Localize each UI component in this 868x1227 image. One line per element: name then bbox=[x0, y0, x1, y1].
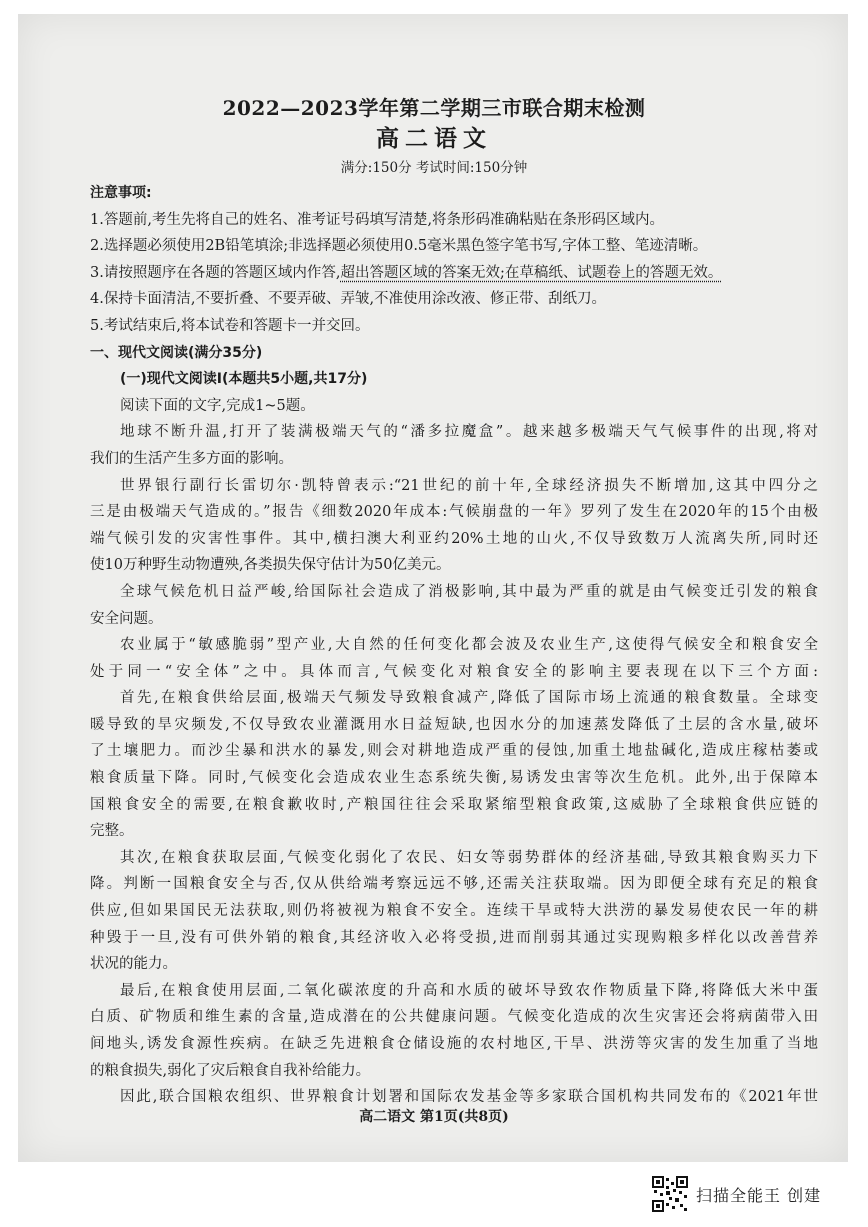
passage-line: 种毁于一旦,没有可供外销的粮食,其经济收入必将受损,进而削弱其通过实现购粮多样化以改善营养 bbox=[90, 929, 818, 946]
passage-line: 间地头,诱发食源性疾病。在缺乏先进粮食仓储设施的农村地区,干旱、洪涝等灾害的发生加重了当地 bbox=[90, 1036, 818, 1052]
scanner-watermark bbox=[652, 1176, 821, 1212]
notice-heading: 注意事项: bbox=[90, 185, 152, 201]
passage-line: 地球不断升温,打开了装满极端天气的“潘多拉魔盒”。越来越多极端天气气候事件的出现,将对 bbox=[120, 424, 818, 441]
page-footer: 高二语文 第1页(共8页) bbox=[359, 1109, 509, 1125]
notice-item bbox=[90, 260, 818, 287]
notice-item: 2.选择题必须使用2B铅笔填涂;非选择题必须使用0.5毫米黑色签字笔书写,字体工整、笔迹清晰。 bbox=[90, 238, 708, 255]
passage-line: 安全问题。 bbox=[90, 610, 163, 627]
passage-line: 处于同一“安全体”之中。具体而言,气候变化对粮食安全的影响主要表现在以下三个方面: bbox=[90, 663, 818, 680]
passage-line: 暖导致的旱灾频发,不仅导致农业灌溉用水日益短缺,也因水分的加速蒸发降低了土层的含水量,破坏 bbox=[90, 716, 818, 733]
passage-line: 端气候引发的灾害性事件。其中,横扫澳大利亚约20%土地的山火,不仅导致数万人流离失所,同时还 bbox=[90, 530, 818, 547]
exam-title: 2022—2023学年第二学期三市联合期末检测 bbox=[222, 96, 646, 120]
passage-line: 粮食质量下降。同时,气候变化会造成农业生态系统失衡,易诱发虫害等次生危机。此外,出于保障本 bbox=[90, 770, 818, 787]
reading-instruction: 阅读下面的文字,完成1~5题。 bbox=[120, 397, 315, 414]
subject-title: 高二语文 bbox=[376, 125, 492, 152]
passage-line: 世界银行副行长雷切尔·凯特曾表示:“21世纪的前十年,全球经济损失不断增加,这其中四分之 bbox=[120, 477, 818, 494]
passage-line: 供应,但如果国民无法获取,则仍将被视为粮食不安全。连续干旱或特大洪涝的暴发易使农民一年的耕 bbox=[90, 903, 818, 920]
passage-line: 状况的能力。 bbox=[90, 956, 177, 973]
passage-line: 农业属于“敏感脆弱”型产业,大自然的任何变化都会波及农业生产,这使得气候安全和粮食安全 bbox=[120, 637, 818, 654]
passage-line: 使10万种野生动物遭殃,各类损失保守估计为50亿美元。 bbox=[90, 557, 451, 574]
exam-meta: 满分:150分 考试时间:150分钟 bbox=[340, 160, 528, 176]
passage-line: 完整。 bbox=[90, 823, 134, 840]
notice-item-3-text: 3.请按照题序在各题的答题区域内作答, bbox=[90, 264, 341, 281]
passage-line: 最后,在粮食使用层面,二氧化碳浓度的升高和水质的破坏导致农作物质量下降,将降低大米中蛋 bbox=[120, 982, 818, 999]
qr-code-icon bbox=[652, 1176, 688, 1212]
notice-item: 5.考试结束后,将本试卷和答题卡一并交回。 bbox=[90, 317, 370, 334]
passage-line: 的粮食损失,弱化了灾后粮食自我补给能力。 bbox=[90, 1062, 371, 1079]
passage-line: 白质、矿物质和维生素的含量,造成潜在的公共健康问题。气候变化造成的次生灾害还会将病菌带入田 bbox=[90, 1009, 818, 1026]
passage-line: 了土壤肥力。而沙尘暴和洪水的暴发,则会对耕地造成严重的侵蚀,加重土地盐碱化,造成庄稼枯萎或 bbox=[90, 743, 818, 760]
passage-line: 国粮食安全的需要,在粮食歉收时,产粮国往往会采取紧缩型粮食政策,这威胁了全球粮食供应链的 bbox=[90, 796, 818, 813]
passage-line: 三是由极端天气造成的。”报告《细数2020年成本:气候崩盘的一年》罗列了发生在2020年的15个由极 bbox=[90, 504, 818, 521]
exam-content bbox=[90, 180, 818, 1111]
subsection-heading: (一)现代文阅读Ⅰ(本题共5小题,共17分) bbox=[120, 371, 368, 388]
passage-line: 降。判断一国粮食安全与否,仅从供给端考察远远不够,还需关注获取端。因为即便全球有充足的粮食 bbox=[90, 876, 818, 893]
passage-line: 全球气候危机日益严峻,给国际社会造成了消极影响,其中最为严重的就是由气候变迁引发的粮食 bbox=[120, 583, 818, 600]
passage-line: 其次,在粮食获取层面,气候变化弱化了农民、妇女等弱势群体的经济基础,导致其粮食购买力下 bbox=[120, 849, 818, 866]
passage-line: 首先,在粮食供给层面,极端天气频发导致粮食减产,降低了国际市场上流通的粮食数量。全球变 bbox=[120, 690, 818, 707]
notice-item-3-emphasis: 超出答题区域的答案无效;在草稿纸、试题卷上的答题无效。 bbox=[340, 264, 723, 281]
notice-item: 4.保持卡面清洁,不要折叠、不要弄破、弄皱,不准使用涂改液、修正带、刮纸刀。 bbox=[90, 291, 607, 308]
notice-item: 1.答题前,考生先将自己的姓名、准考证号码填写清楚,将条形码准确粘贴在条形码区域内。 bbox=[90, 211, 665, 228]
section-heading: 一、现代文阅读(满分35分) bbox=[90, 344, 263, 361]
passage-line: 我们的生活产生多方面的影响。 bbox=[90, 450, 293, 467]
passage-line: 因此,联合国粮农组织、世界粮食计划署和国际农发基金等多家联合国机构共同发布的《2021年世 bbox=[120, 1089, 818, 1106]
scanner-label: 扫描全能王 创建 bbox=[696, 1185, 822, 1205]
